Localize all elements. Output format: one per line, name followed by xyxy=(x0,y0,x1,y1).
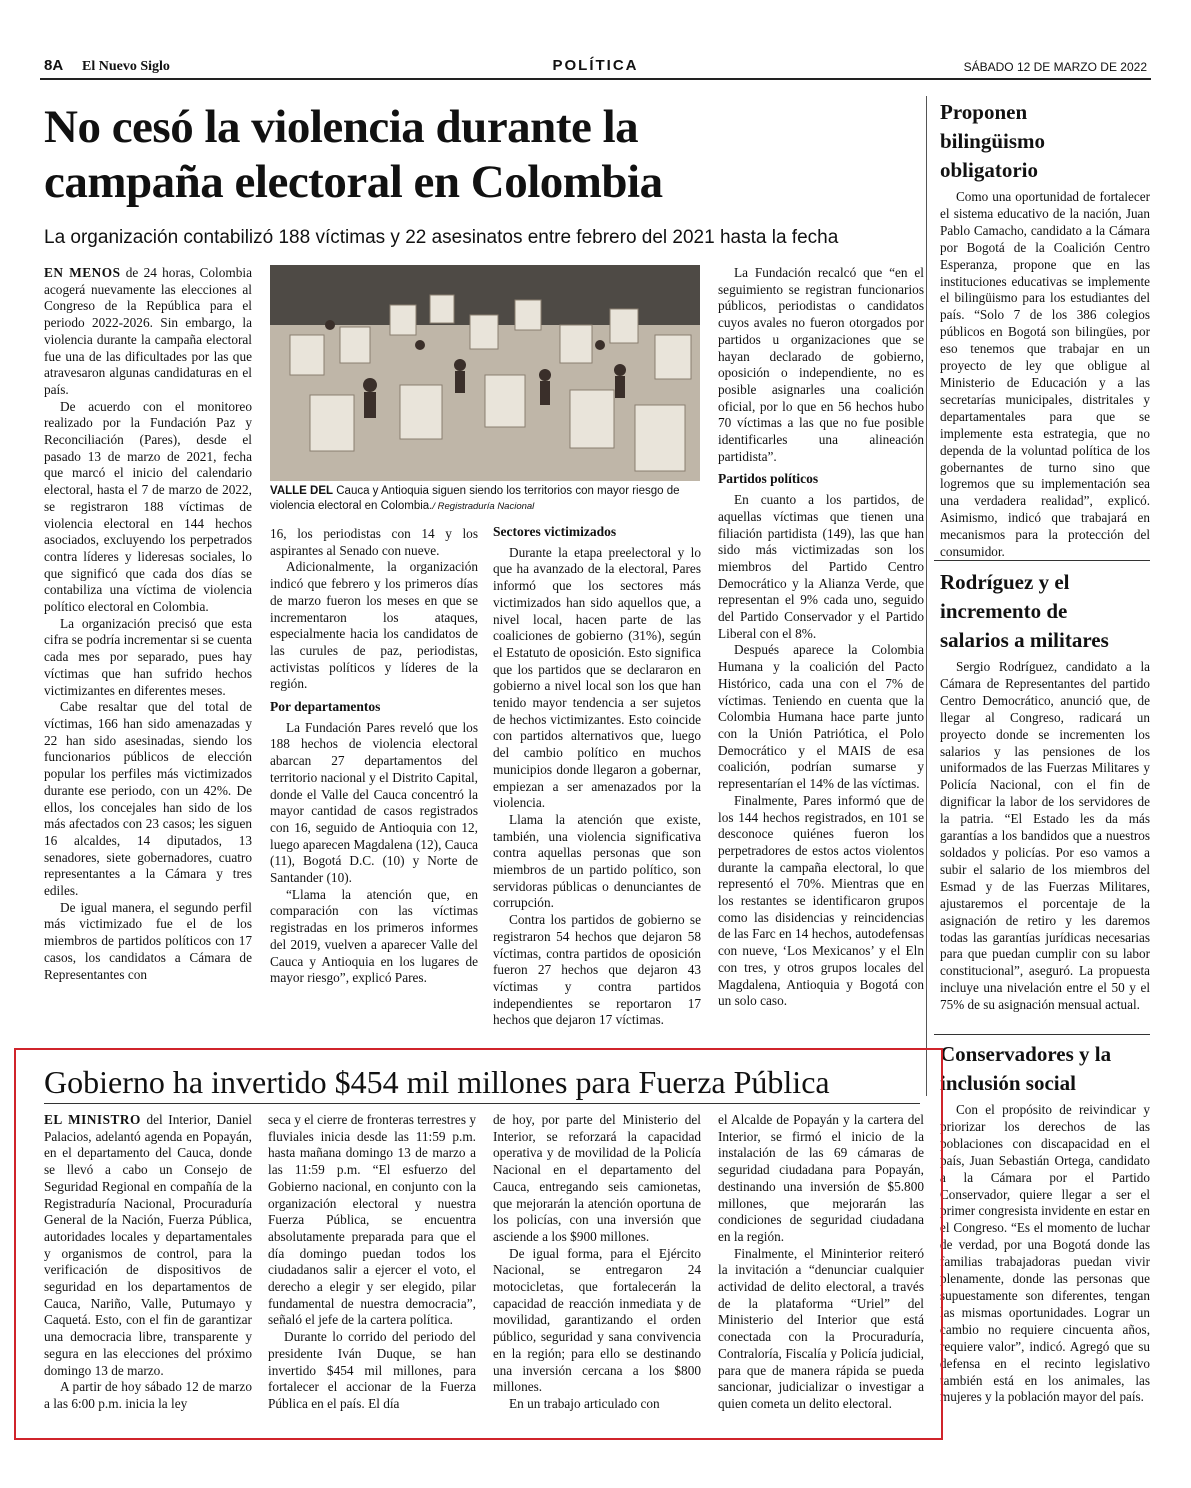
paragraph-text: del Interior, Daniel Palacios, adelantó agenda en Popayán, en el departamento del Cauca, donde se llevó a cabo un Consejo de Seguridad Regional en compañía de la Registraduría Nacional, Procuraduría General de la Nación, Fuerza Pública, autoridades locales y departamentales y organismos de control, para la verificación de dispositivos de seguridad en los departamentos de Cauca, Nariño, Valle, Putumayo y Caquetá. Esto, con el fin de garantizar una democracia libre, transparente y segura en las elecciones del próximo domingo 13 de marzo. xyxy=(44,1112,252,1378)
paragraph: Sergio Rodríguez, candidato a la Cámara de Representantes del partido Centro Democrático, anunció que, de llegar al Congreso, radicará un proyecto donde se incrementen los salarios y las pensiones de los uniformados de las Fuerzas Militares y Policía Nacional, con el fin de dignificar la labor de los servidores de la patria. “El Estado les da más garantías a los bandidos que a nuestros soldados y policías. Por eso vamos a subir el salario de los miembros del Esmad y de las Fuerzas Militares, ajustaremos el porcentaje de la asignación de retiro y les daremos todas las garantías jurídicas necesarias para que puedan cumplir con su labor constitucional”, aseguró. La propuesta incluye una nivelación entre el 50 y el 75% de su asignación mensual actual. xyxy=(940,659,1150,1013)
paragraph: La Fundación Pares reveló que los 188 hechos de violencia electoral abarcan 27 departamentos del territorio nacional y el Distrito Capital, donde el Valle del Cauca concentró la mayor cantidad de casos registrados con 16, seguido de Antioquia con 12, luego aparecen Magdalena (12), Cauca (11), Bogotá D.C. (10) y Norte de Santander (10). xyxy=(270,719,478,886)
paragraph: Durante la etapa preelectoral y lo que ha avanzado de la electoral, Pares informó que los sectores más victimizados han sido aquellos que, a nivel local, hacen parte de las coaliciones de gobierno (31%), según el Estatuto de oposición. Esto significa que los partidos que se declararon en gobierno a nivel local son los que han tenido mayor tendencia a ser sujetos de hechos victimizantes. Esto coincide con partidos alternativos que, luego del cambio político en muchos municipios donde llegaron a gobernar, empiezan a ser amenazados por la violencia. xyxy=(493,544,701,811)
paragraph: Finalmente, el Mininterior reiteró la invitación a “denunciar cualquier actividad de delito electoral, a través de la plataforma “Uriel” del Ministerio del Interior que está conectada con la Procuraduría, Contraloría, Fiscalía y Policía judicial, para que de manera rápida se pueda sancionar, judicializar o investigar a quien cometa un delito electoral. xyxy=(718,1245,924,1411)
paragraph: Después aparece la Colombia Humana y la coalición del Pacto Histórico, cada una con el 7% de víctimas. Teniendo en cuenta que la Colombia Humana hace parte junto con la Unión Patriótica, el Polo Democrático y el MAIS de esa coalición, podrían sumarse y representarían el 14% de las víctimas. xyxy=(718,642,924,792)
caption-lead: VALLE DEL xyxy=(270,485,334,497)
headline-line-2: campaña electoral en Colombia xyxy=(44,156,663,208)
main-subhead: La organización contabilizó 188 víctimas y 22 asesinatos entre febrero del 2021 hasta la fecha xyxy=(44,227,839,248)
box-column-1 xyxy=(44,1112,252,1413)
paragraph: Adicionalmente, la organización indicó que febrero y los primeros días de marzo fueron los meses en que se incrementaron los ataques, especialmente hacia los candidatos de las curules de paz, periodistas, activistas políticos y líderes de la región. xyxy=(270,559,478,692)
sidebar-story-2 xyxy=(940,568,1150,1014)
paragraph: seca y el cierre de fronteras terrestres y fluviales inicia desde las 11:59 p.m. hasta mañana domingo 13 de marzo a las 11:59 p.m. “El esfuerzo del Gobierno nacional, en conjunto con la organización electoral y nuestra Fuerza Pública, se encuentra absolutamente preparada para que el día domingo puedan todos los ciudadanos salir a ejercer el voto, el derecho a elegir y ser elegido, pilar fundamental de nuestra democracia”, señaló el jefe de la cartera política. xyxy=(268,1112,476,1328)
box-column-2 xyxy=(268,1112,476,1413)
photo-caption xyxy=(270,484,700,514)
paragraph: el Alcalde de Popayán y la cartera del Interior, se firmó el inicio de la instalación de las 69 cámaras de seguridad ciudadana para Popayán, destinando una inversión de $5.800 millones, que mejorarán las condiciones de seguridad ciudadana en la región. xyxy=(718,1112,924,1244)
photo-illustration xyxy=(270,265,700,481)
polling-station-photo xyxy=(270,265,700,481)
article-column-2 xyxy=(270,526,478,987)
article-column-4 xyxy=(718,265,924,1010)
paragraph: de hoy, por parte del Ministerio del Interior, se reforzará la capacidad operativa y de movilidad de la Policía Nacional en el departamento del Cauca, entregando seis camionetas, que mejorarán la atención oportuna de los policías, con una inversión que asciende a los $900 millones. xyxy=(493,1112,701,1244)
subheading-partidos: Partidos políticos xyxy=(718,471,819,487)
subheading-departamentos: Por departamentos xyxy=(270,699,381,715)
subheading-sectores: Sectores victimizados xyxy=(493,524,617,539)
paragraph: La organización precisó que esta cifra se podría incrementar si se cuenta cada mes por separado, pues hay víctimas que han sufrido hechos victimizantes en diferentes meses. xyxy=(44,615,252,698)
paragraph: De igual manera, el segundo perfil más victimizado fue el de los miembros de partidos políticos con 17 casos, los candidatos a Cámara de Representantes con xyxy=(44,899,252,982)
article-column-1 xyxy=(44,265,252,983)
sidebar-headline: Conservadores y la inclusión social xyxy=(940,1042,1112,1095)
paragraph: De acuerdo con el monitoreo realizado por la Fundación Paz y Reconciliación (Pares), desde el pasado 13 de marzo de 2021, fecha que marcó el inicio del calendario electoral, hasta el 7 de marzo de 2022, se registraron 188 víctimas de violencia electoral en 144 hechos asociados, excluyendo los perpetrados contra líderes y lideresas sociales, lo que significó que cada dos días se contabiliza una víctima de violencia político electoral en Colombia. xyxy=(44,398,252,615)
paragraph: “Llama la atención que, en comparación con las víctimas registradas en los primeros informes del 2019, vuelven a aparecer Valle del Cauca y Antioquia en los lugares de mayor riesgo”, explicó Pares. xyxy=(270,886,478,986)
paragraph: De igual forma, para el Ejército Nacional, se entregaron 24 motocicletas, que fortalecerán la capacidad de reacción inmediata y de movilidad, garantizando el orden público, seguridad y sana convivencia en la región; para ello se destinando una inversión cercana a los $800 millones. xyxy=(493,1245,701,1395)
paragraph: Como una oportunidad de fortalecer el sistema educativo de la nación, Juan Pablo Camacho, candidato a la Cámara por Bogotá de la Coalición Centro Esperanza, propone que en las instituciones educativas se implemente el bilingüismo para los estudiantes del país. “Solo 7 de los 386 colegios públicos en Bogotá son bilingües, por eso tenemos que trabajar en un proyecto de ley que obligue al Ministerio de Educación y a las secretarías municipales, distritales y departamentales para que se implemente esta estrategia, que no dependa de la voluntad política de los gobernantes de turno sino que logremos que su implementación sea una verdadera realidad”, explicó. Asimismo, indicó que trabajará en mecanismos para la protección del consumidor. xyxy=(940,189,1150,560)
paragraph: Contra los partidos de gobierno se registraron 54 hechos que dejaron 58 víctimas, contra partidos de oposición fueron 27 hechos que dejaron 43 víctimas y contra partidos independientes se reportaron 17 hechos que dejaron 17 víctimas. xyxy=(493,912,701,1028)
headline-line-1: No cesó la violencia durante la xyxy=(44,101,639,153)
paragraph: Durante lo corrido del periodo del presidente Iván Duque, se han invertido $454 mil millones, para fortalecer el accionar de la Fuerza Pública en el país. El día xyxy=(268,1329,476,1411)
paragraph-text: de 24 horas, Colombia acogerá nuevamente las elecciones al Congreso de la República para el periodo 2022-2026. Sin embargo, la violencia durante la campaña electoral fue una de las dificultades por las que atravesaron algunas candidaturas en el país. xyxy=(44,265,252,397)
paragraph: En cuanto a los partidos, de aquellas víctimas que tienen una filiación partidista (149), las que han sido más victimizadas son los miembros del Partido Centro Democrático y la Alianza Verde, que representan el 9% cada uno, seguido del Partido Conservador y el Partido Liberal con el 8%. xyxy=(718,492,924,641)
paragraph: Finalmente, Pares informó que de los 144 hechos registrados, en 101 se desconoce quiénes fueron los perpetradores de estos actos violentos durante la campaña electoral, lo que representó el 70%. Mientras que en los restantes se identificaron grupos como las disidencias y reincidencias de las Farc en 14 hechos, autodefensas con nueve, ‘Los Mexicanos’ y el Eln con tres, y otros grupos locales del Magdalena, Antioquia y Bogotá con un solo caso. xyxy=(718,792,924,1009)
paragraph: Cabe resaltar que del total de víctimas, 166 han sido amenazadas y 22 han sido asesinadas, siendo los funcionarios públicos de elección popular los perfiles más victimizados durante ese periodo, con un 42%. De ellos, los concejales han sido de los más afectados con 23 casos; les siguen 16 alcaldes, 14 diputados, 13 senadores, siete gobernadores, cuatro representantes a la Cámara y tres ediles. xyxy=(44,699,252,899)
box-column-3 xyxy=(493,1112,701,1413)
lead-in: EL MINISTRO xyxy=(44,1112,141,1127)
sidebar-headline: Rodríguez y el incremento de salarios a militares xyxy=(940,570,1109,652)
main-headline xyxy=(44,100,904,210)
column-divider xyxy=(926,96,927,1096)
paragraph: A partir de hoy sábado 12 de marzo a las 6:00 p.m. inicia la ley xyxy=(44,1379,252,1411)
header-rule xyxy=(40,78,1151,80)
page-number: 8A xyxy=(44,57,64,74)
paragraph: Con el propósito de reivindicar y priorizar los derechos de las poblaciones con discapacidad en el país, Juan Sebastián Ortega, candidato a la Cámara por el Partido Conservador, quiere llegar a ser el primer congresista invidente en estar en el Congreso. “Es el momento de luchar de verdad, por una Bogotá donde las familias trabajadoras puedan vivir plenamente, donde las personas que supuestamente son diferentes, tengan las mismas oportunidades. Lograr un cambio no requiere cincuenta años, requiere valor”, indicó. Agregó que su defensa en el recinto legislativo también está en los animales, las mujeres y la población mayor del país. xyxy=(940,1102,1150,1405)
sidebar-body xyxy=(940,189,1150,561)
paragraph: 16, los periodistas con 14 y los aspirantes al Senado con nueve. xyxy=(270,526,478,558)
paragraph: La Fundación recalcó que “en el seguimiento se registran funcionarios públicos, periodistas o candidatos cuyos avales no fueron otorgados por partidos u organizaciones que se hayan declarado de gobierno, oposición o independiente, no es posible asignarles una coalición oficial, por lo que en 56 hechos hubo 70 víctimas a las que no fue posible identificarles una alineación partidista”. xyxy=(718,265,924,464)
sidebar-body xyxy=(940,659,1150,1014)
box-column-4 xyxy=(718,1112,924,1413)
caption-text: Cauca y Antioquia siguen siendo los territorios con mayor riesgo de violencia electoral en Colombia. xyxy=(270,485,680,512)
sidebar-story-3 xyxy=(940,1040,1150,1406)
sidebar-story-1 xyxy=(940,98,1150,561)
sidebar-headline: Proponen bilingüismo obligatorio xyxy=(940,100,1046,182)
issue-date: SÁBADO 12 DE MARZO DE 2022 xyxy=(963,60,1147,74)
box-rule xyxy=(44,1103,920,1104)
box-headline: Gobierno ha invertido $454 mil millones para Fuerza Pública xyxy=(44,1064,830,1100)
section-title: POLÍTICA xyxy=(552,57,639,74)
sidebar-rule xyxy=(934,560,1150,561)
sidebar-rule xyxy=(934,1034,1150,1035)
paragraph: Llama la atención que existe, también, una violencia significativa contra aquellas personas que son miembros de un partido político, son servidoras públicas o denunciantes de corrupción. xyxy=(493,811,701,911)
paragraph: En un trabajo articulado con xyxy=(509,1395,660,1411)
article-column-3 xyxy=(493,522,701,1029)
photo-credit: / Registraduría Nacional xyxy=(432,501,535,512)
paragraph xyxy=(44,1112,252,1379)
paragraph xyxy=(44,265,252,399)
masthead: El Nuevo Siglo xyxy=(82,59,170,74)
lead-in: EN MENOS xyxy=(44,265,121,280)
sidebar-body xyxy=(940,1102,1150,1406)
